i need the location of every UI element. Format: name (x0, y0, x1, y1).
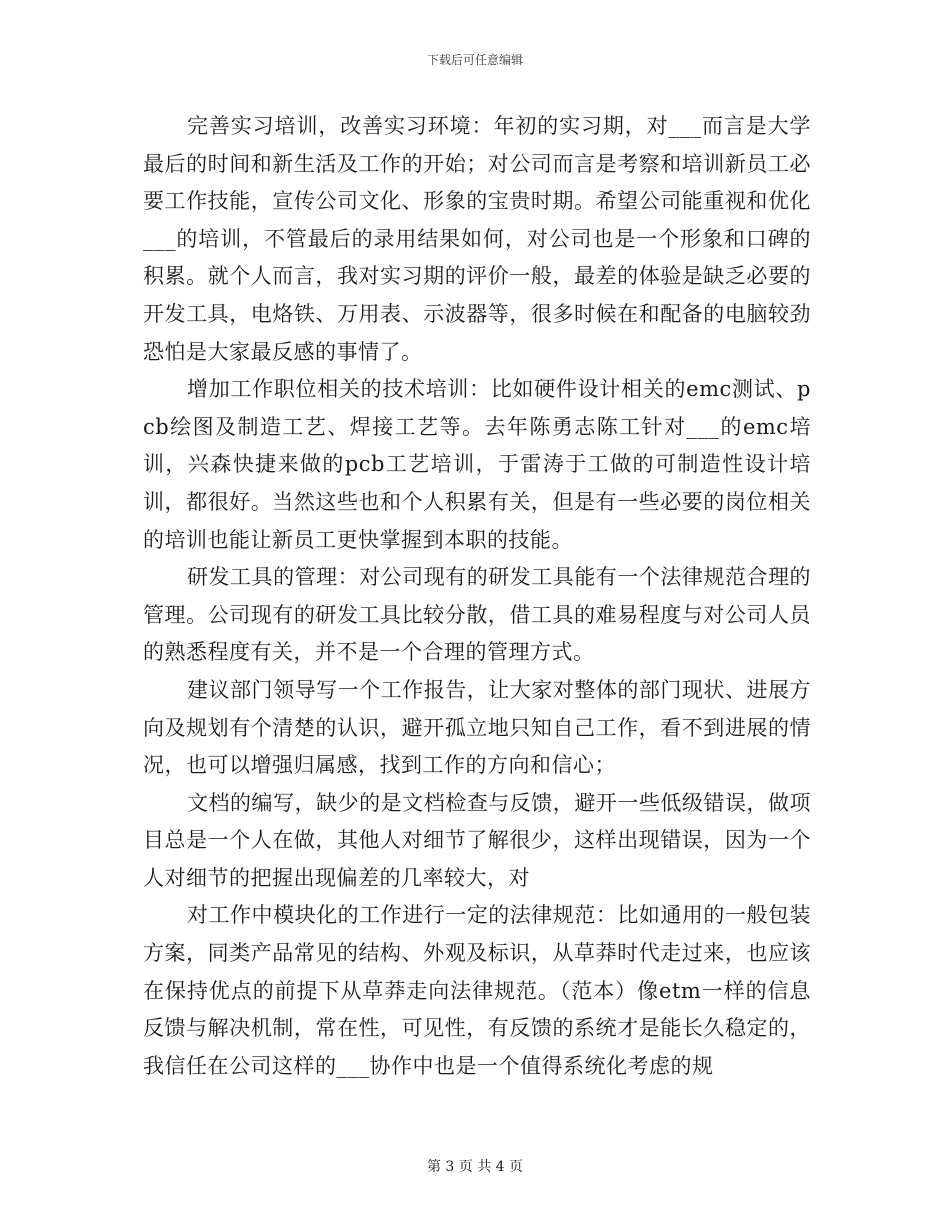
paragraph-work-report: 建议部门领导写一个工作报告，让大家对整体的部门现状、进展方向及规划有个清楚的认识，避开孤立地只知自己工作，看不到进展的情况，也可以增强归属感，找到工作的方向和信心； (143, 677, 811, 778)
paragraph-modular-standards: 对工作中模块化的工作进行一定的法律规范：比如通用的一般包装方案，同类产品常见的结构、外观及标识，从草莽时代走过来，也应该在保持优点的前提下从草莽走向法律规范。（范本）像etm一样的信息反馈与解决机制，常在性，可见性，有反馈的系统才是能长久稳定的，我信任在公司这样的___协作中也是一个值得系统化考虑的规 (143, 903, 811, 1078)
document-body (143, 108, 811, 1085)
paragraph-documentation: 文档的编写，缺少的是文档检查与反馈，避开一些低级错误，做项目总是一个人在做，其他人对细节了解很少，这样出现错误，因为一个人对细节的把握出现偏差的几率较大，对 (143, 790, 811, 890)
paragraph-tool-management: 研发工具的管理：对公司现有的研发工具能有一个法律规范合理的管理。公司现有的研发工具比较分散，借工具的难易程度与对公司人员的熟悉程度有关，并不是一个合理的管理方式。 (143, 565, 811, 665)
page-header: 下载后可任意编辑 (426, 53, 523, 67)
paragraph-technical-training: 增加工作职位相关的技术培训：比如硬件设计相关的emc测试、pcb绘图及制造工艺、焊接工艺等。去年陈勇志陈工针对___的emc培训，兴森快捷来做的pcb工艺培训，于雷涛于工做的可制造性设计培训，都很好。当然这些也和个人积累有关，但是有一些必要的岗位相关的培训也能让新员工更快掌握到本职的技能。 (143, 377, 811, 552)
paragraph-internship-training: 完善实习培训，改善实习环境：年初的实习期，对___而言是大学最后的时间和新生活及工作的开始；对公司而言是考察和培训新员工必要工作技能，宣传公司文化、形象的宝贵时期。希望公司能重视和优化___的培训，不管最后的录用结果如何，对公司也是一个形象和口碑的积累。就个人而言，我对实习期的评价一般，最差的体验是缺乏必要的开发工具，电烙铁、万用表、示波器等，很多时候在和配备的电脑较劲恐怕是大家最反感的事情了。 (143, 114, 811, 364)
page-footer: 第 3 页 共 4 页 (426, 1159, 524, 1175)
